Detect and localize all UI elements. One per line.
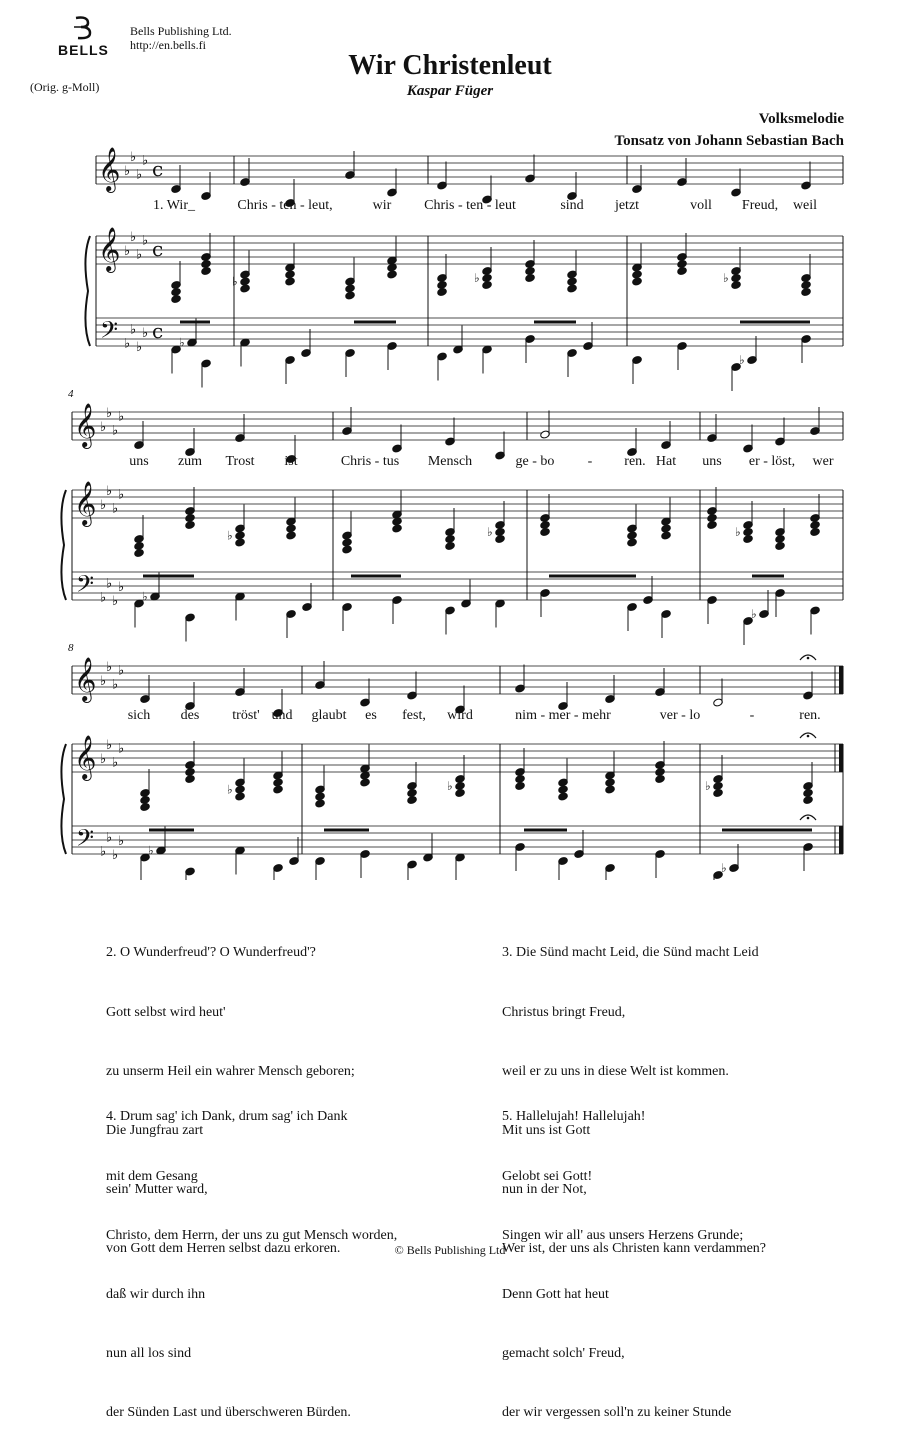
note-head [677, 266, 687, 275]
lyric-syllable: ren. [624, 454, 646, 469]
flat-accidental: ♭ [232, 274, 238, 289]
key-signature-flat: ♭ [112, 677, 119, 693]
note-head [345, 291, 355, 300]
key-signature-flat: ♭ [118, 580, 125, 595]
lyric-syllable: tröst' [232, 708, 260, 723]
verse-line: 2. O Wunderfreud'? O Wunderfreud'? [106, 945, 316, 961]
verse-line: 4. Drum sag' ich Dank, drum sag' ich Dank [106, 1109, 348, 1125]
final-barline [839, 744, 843, 772]
note-head [407, 795, 417, 804]
flat-accidental: ♭ [474, 271, 480, 285]
note-head [171, 294, 181, 303]
key-signature-flat: ♭ [124, 336, 131, 352]
verse-line: mit dem Gesang [106, 1168, 198, 1184]
verse-line: gemacht solch' Freud, [502, 1345, 625, 1361]
verse-line: von Gott dem Herren selbst dazu erkoren. [106, 1240, 341, 1256]
note-head [455, 788, 465, 797]
flat-accidental: ♭ [227, 528, 233, 543]
copyright-footer: © Bells Publishing Ltd [394, 1243, 506, 1257]
bass-clef-icon: 𝄢 [100, 316, 119, 349]
note-head [273, 785, 283, 794]
key-signature-flat: ♭ [106, 738, 113, 753]
fermata-icon [807, 817, 810, 820]
lyric-syllable: er - löst, [748, 454, 796, 469]
lyric-syllable: ge - bo [515, 454, 555, 469]
verse-line: Christus bringt Freud, [502, 1004, 626, 1020]
treble-clef-icon: 𝄞 [74, 657, 97, 701]
lyric-syllable: Hat [655, 454, 677, 469]
key-signature-flat: ♭ [130, 322, 137, 338]
note-head [810, 527, 820, 536]
key-signature-flat: ♭ [100, 420, 107, 435]
note-head [801, 287, 811, 296]
note-head [707, 520, 717, 529]
key-signature-flat: ♭ [106, 406, 113, 421]
note-head [540, 527, 550, 536]
key-signature-flat: ♭ [124, 164, 131, 179]
lyric-syllable: - [749, 708, 755, 723]
verse-line: weil er zu uns in diese Welt ist kommen. [502, 1063, 729, 1079]
key-signature-flat: ♭ [100, 844, 107, 860]
original-key-note: (Orig. g-Moll) [30, 80, 100, 94]
lyric-syllable: es [365, 708, 377, 723]
lyric-syllable: voll [690, 198, 712, 213]
note-head [567, 284, 577, 293]
flat-accidental: ♭ [735, 525, 741, 539]
key-signature-flat: ♭ [136, 340, 143, 355]
verse-line: Denn Gott hat heut [502, 1286, 609, 1302]
key-signature-flat: ♭ [142, 153, 149, 169]
verse-line: Die Jungfrau zart [106, 1122, 204, 1138]
note-head [558, 792, 568, 801]
note-head [134, 548, 144, 557]
final-barline [839, 826, 843, 854]
key-signature-flat: ♭ [112, 755, 119, 771]
flat-accidental: ♭ [705, 779, 711, 793]
key-signature-flat: ♭ [112, 423, 119, 439]
key-signature-flat: ♭ [100, 498, 107, 513]
flat-accidental: ♭ [487, 525, 493, 539]
lyric-syllable: des [180, 708, 200, 723]
key-signature-flat: ♭ [118, 663, 125, 679]
key-signature-flat: ♭ [118, 409, 125, 425]
treble-clef-icon: 𝄞 [98, 227, 121, 271]
flat-accidental: ♭ [148, 843, 154, 858]
treble-clef-icon: 𝄞 [74, 403, 97, 447]
measure-number-4: 4 [68, 388, 74, 400]
final-barline [839, 666, 843, 694]
verse-line: zu unserm Heil ein wahrer Mensch geboren; [106, 1063, 355, 1079]
flat-accidental: ♭ [227, 782, 233, 797]
bass-clef-icon: 𝄢 [76, 824, 95, 857]
verse-line: Gelobt sei Gott! [502, 1168, 593, 1184]
piano-brace [61, 490, 66, 600]
key-signature-flat: ♭ [106, 660, 113, 675]
key-signature-flat: ♭ [106, 484, 113, 499]
key-signature-flat: ♭ [142, 233, 149, 249]
verse-line: nun all los sind [106, 1345, 192, 1361]
credit-arrangement: Tonsatz von Johann Sebastian Bach [614, 133, 844, 149]
lyric-syllable: Chris - ten - leut [424, 198, 516, 213]
note-head [525, 273, 535, 282]
lyric-syllable: uns [129, 454, 149, 469]
publisher-url[interactable]: http://en.bells.fi [130, 38, 206, 52]
lyric-syllable: wir [372, 198, 392, 213]
lyric-syllable: ren. [799, 708, 821, 723]
note-head [627, 538, 637, 547]
key-signature-flat: ♭ [136, 167, 143, 183]
verse-line: 3. Die Sünd macht Leid, die Sünd macht Leid [502, 945, 759, 961]
key-signature-flat: ♭ [106, 830, 113, 846]
key-signature-flat: ♭ [130, 230, 137, 245]
note-head [803, 795, 813, 804]
note-head [495, 534, 505, 543]
lyric-syllable: nim - mer - mehr [515, 708, 611, 723]
lyric-syllable: weil [792, 198, 818, 213]
note-head [632, 277, 642, 286]
flat-accidental: ♭ [179, 335, 185, 350]
key-signature-flat: ♭ [118, 487, 125, 503]
note-head [605, 785, 615, 794]
key-signature-flat: ♭ [142, 326, 149, 341]
publisher-name: Bells Publishing Ltd. [130, 24, 232, 38]
note-head [240, 284, 250, 293]
note-head [661, 531, 671, 540]
flat-accidental: ♭ [447, 779, 453, 793]
verse-line: Mit uns ist Gott [502, 1122, 591, 1138]
note-head [140, 802, 150, 811]
note-head [392, 524, 402, 533]
lyricist: Kaspar Füger [406, 83, 494, 99]
key-signature-flat: ♭ [118, 834, 125, 849]
lyric-syllable: fest, [402, 708, 426, 723]
verse-line: Christo, dem Herrn, der uns zu gut Mensch worden, [106, 1227, 398, 1243]
note-head [360, 778, 370, 787]
note-head [185, 520, 195, 529]
verse-line: der Sünden Last und überschweren Bürden. [106, 1404, 351, 1420]
note-head [655, 774, 665, 783]
common-time: c [152, 237, 164, 261]
key-signature-flat: ♭ [106, 576, 113, 592]
note-head [775, 541, 785, 550]
lyric-syllable: Trost [225, 454, 255, 469]
note-head [437, 287, 447, 296]
verse-line: daß wir durch ihn [106, 1286, 206, 1302]
key-signature-flat: ♭ [112, 501, 119, 517]
note-head [315, 799, 325, 808]
lyric-syllable: zum [177, 454, 203, 469]
verse-line: 5. Hallelujah! Hallelujah! [502, 1109, 646, 1125]
lyric-syllable: sich [127, 708, 151, 723]
lyric-syllable: Freud, [741, 198, 779, 213]
flat-accidental: ♭ [723, 271, 729, 285]
key-signature-flat: ♭ [100, 590, 107, 606]
lyric-syllable: und [271, 708, 293, 723]
lyric-syllable: Chris - ten - leut, [237, 198, 333, 213]
note-head [445, 541, 455, 550]
flat-accidental: ♭ [721, 861, 727, 875]
flat-accidental: ♭ [751, 607, 757, 621]
note-head [201, 266, 211, 275]
lyric-syllable: jetzt [614, 198, 640, 213]
treble-clef-icon: 𝄞 [74, 735, 97, 779]
note-head [515, 781, 525, 790]
key-signature-flat: ♭ [100, 752, 107, 767]
note-head [185, 774, 195, 783]
note-head [235, 792, 245, 801]
key-signature-flat: ♭ [112, 848, 119, 863]
key-signature-flat: ♭ [118, 741, 125, 757]
common-time: c [152, 319, 164, 343]
verse-line: Wer ist, der uns als Christen kann verdammen? [502, 1240, 767, 1256]
fermata-icon [807, 657, 810, 660]
credit-melody: Volksmelodie [758, 111, 844, 127]
lyric-syllable: 1. Wir_ [153, 198, 195, 213]
piano-brace [61, 744, 66, 854]
flat-accidental: ♭ [739, 353, 745, 367]
key-signature-flat: ♭ [136, 247, 143, 263]
common-time: c [152, 157, 164, 181]
key-signature-flat: ♭ [100, 674, 107, 689]
verse-line: der wir vergessen soll'n zu keiner Stunde [502, 1404, 732, 1420]
note-head [731, 280, 741, 289]
note-head [743, 534, 753, 543]
fermata-icon [807, 735, 810, 738]
note-head [235, 538, 245, 547]
lyric-syllable: ver - lo [659, 708, 701, 723]
lyric-syllable: wird [447, 708, 473, 723]
lyric-syllable: sind [560, 198, 584, 213]
lyric-syllable: wer [812, 454, 834, 469]
note-head [482, 280, 492, 289]
verse-line: Singen wir all' aus unsers Herzens Grunde; [502, 1227, 744, 1243]
lyric-syllable: - [587, 454, 593, 469]
lyric-syllable: uns [702, 454, 722, 469]
verse-line: Gott selbst wird heut' [106, 1004, 226, 1020]
treble-clef-icon: 𝄞 [74, 481, 97, 525]
note-head [713, 788, 723, 797]
lyric-syllable: Chris - tus [340, 454, 400, 469]
page-title: Wir Christenleut [348, 50, 552, 81]
key-signature-flat: ♭ [112, 594, 119, 609]
note-head [285, 277, 295, 286]
treble-clef-icon: 𝄞 [98, 147, 121, 191]
key-signature-flat: ♭ [124, 244, 131, 259]
bass-clef-icon: 𝄢 [76, 570, 95, 603]
verse-line: nun in der Not, [502, 1181, 587, 1197]
note-head [286, 531, 296, 540]
lyric-syllable: ist [284, 454, 298, 469]
measure-number-8: 8 [68, 642, 74, 654]
verse-line: sein' Mutter ward, [106, 1181, 208, 1197]
piano-brace [85, 236, 90, 346]
note-head [342, 545, 352, 554]
lyric-syllable: glaubt [311, 708, 347, 723]
key-signature-flat: ♭ [130, 150, 137, 165]
note-head [387, 270, 397, 279]
lyric-syllable: Mensch [427, 454, 473, 469]
flat-accidental: ♭ [142, 589, 148, 604]
bells-logo-text: BELLS [58, 42, 109, 58]
